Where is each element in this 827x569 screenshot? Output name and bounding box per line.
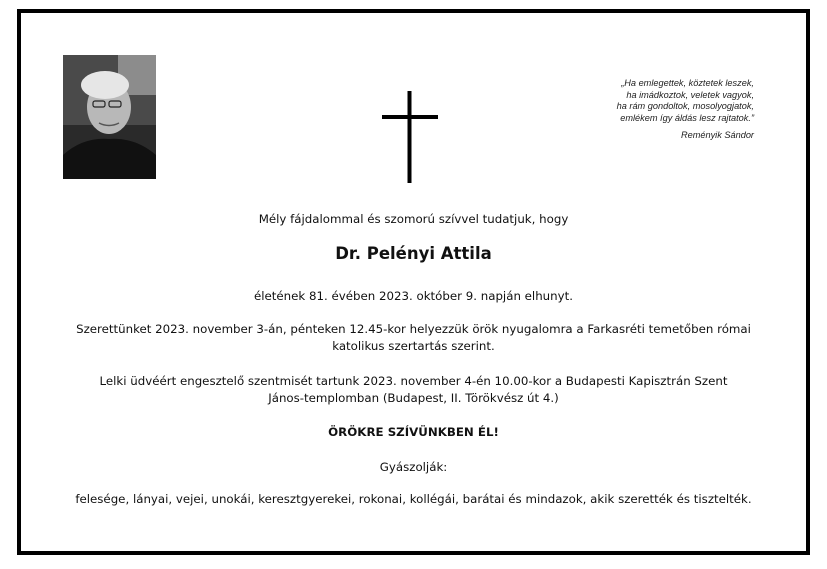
death-text: életének 81. évében 2023. október 9. napján elhunyt. — [254, 289, 573, 303]
memorial-quote — [514, 78, 754, 142]
funeral-text: Szerettünket 2023. november 3-án, pénteken 12.45-kor helyezzük örök nyugalomra a Farkasréti temetőben római katolikus szertartás szerint. — [76, 322, 751, 353]
portrait-photo — [63, 55, 156, 179]
obituary-card — [17, 9, 810, 555]
quote-line: ha rám gondoltok, mosolyogjatok, — [616, 101, 754, 112]
mourners-label: Gyászolják: — [379, 460, 448, 474]
motto-text: ÖRÖKRE SZÍVÜNKBEN ÉL! — [328, 425, 499, 439]
quote-line: „Ha emlegettek, köztetek leszek, — [621, 78, 754, 88]
mass-text: Lelki üdvéért engesztelő szentmisét tartunk 2023. november 4-én 10.00-kor a Budapesti Kapisztrán Szent János-templomban (Budapest, II. Törökvész út 4.) — [99, 374, 728, 405]
quote-author: Reményik Sándor — [680, 130, 754, 141]
cross-icon — [382, 91, 438, 188]
quote-line: ha imádkoztok, veletek vagyok, — [626, 89, 754, 100]
quote-line: emlékem így áldás lesz rajtatok.” — [620, 112, 754, 123]
mourners-list: felesége, lányai, vejei, unokái, keresztgyerekei, rokonai, kollégái, barátai és mindazok, akik szerették és tisztelték. — [75, 492, 752, 506]
intro-text: Mély fájdalommal és szomorú szívvel tudatjuk, hogy — [258, 212, 569, 226]
deceased-name: Dr. Pelényi Attila — [335, 244, 492, 263]
